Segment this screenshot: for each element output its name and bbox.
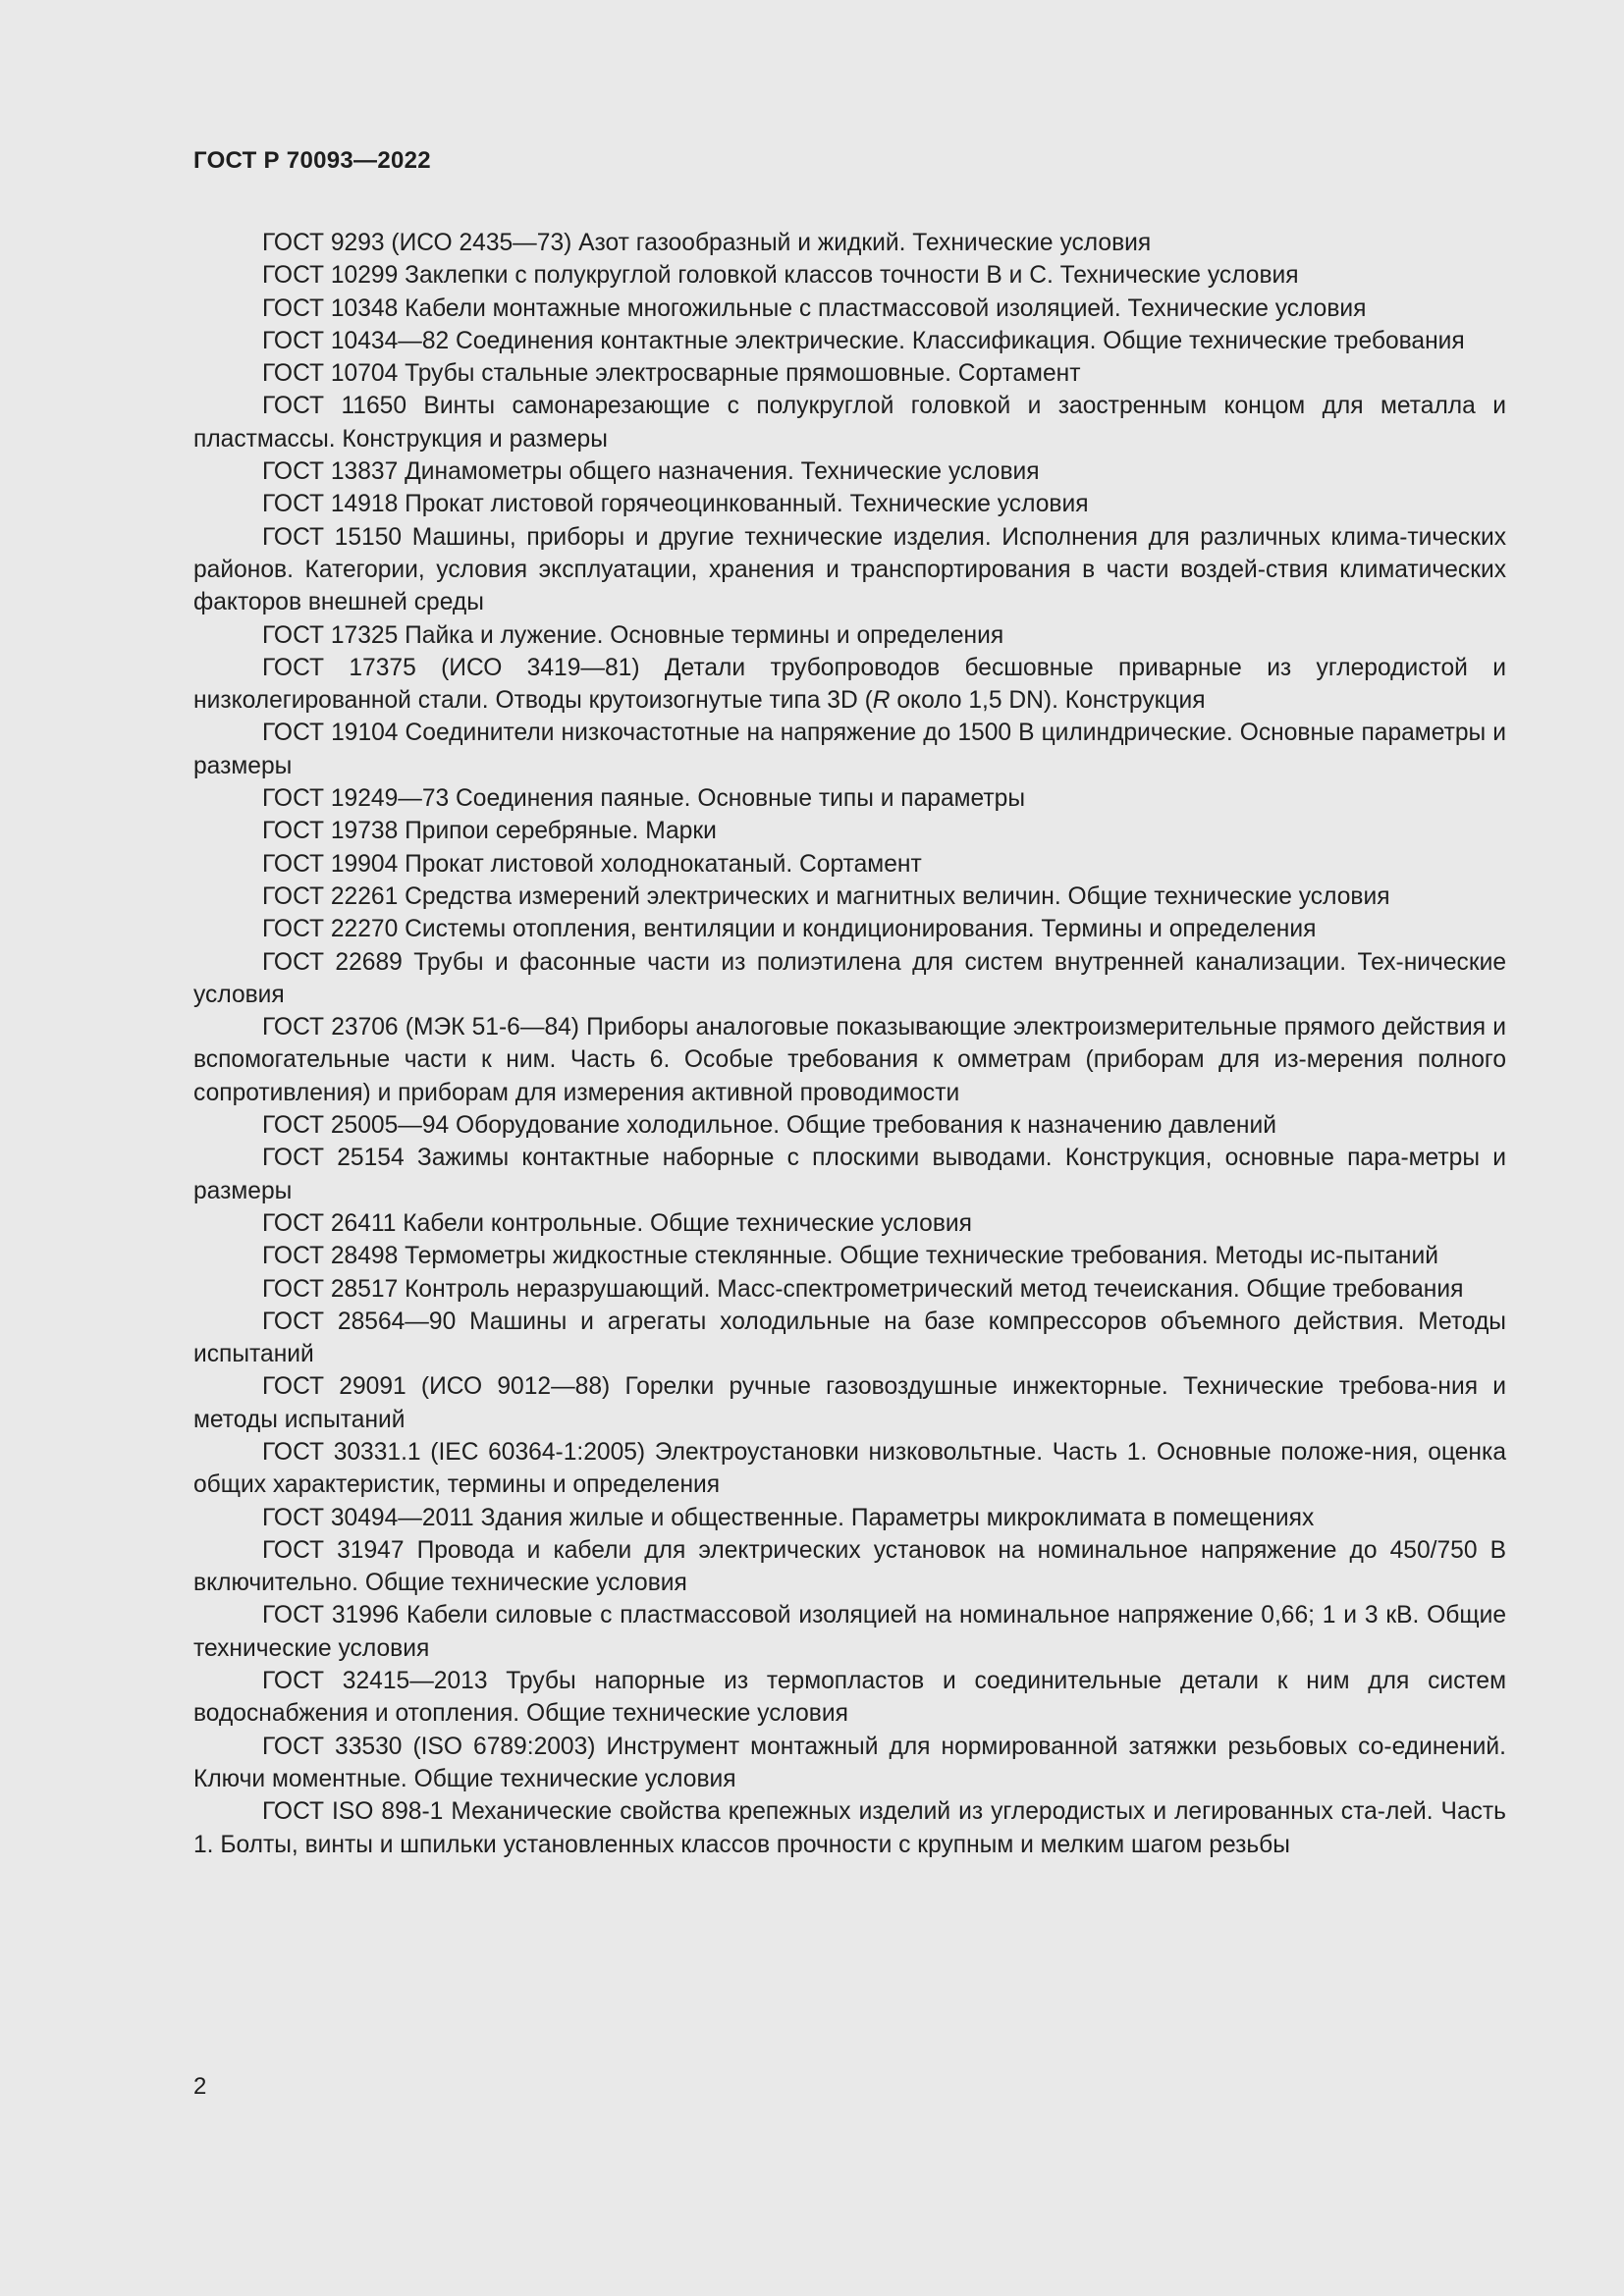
- reference-item: ГОСТ 17325 Пайка и лужение. Основные термины и определения: [262, 621, 1004, 649]
- reference-item: ГОСТ 11650 Винты самонарезающие с полукруглой головкой и заостренным концом для металла и пластмассы. Конструкция и размеры: [193, 393, 1506, 453]
- reference-item: ГОСТ 10434—82 Соединения контактные электрические. Классификация. Общие технические требования: [262, 327, 1465, 354]
- page-number: 2: [193, 2073, 207, 2100]
- reference-item: ГОСТ 10299 Заклепки с полукруглой головкой классов точности В и С. Технические условия: [262, 262, 1299, 290]
- reference-item: ГОСТ 22270 Системы отопления, вентиляции и кондиционирования. Термины и определения: [262, 916, 1317, 943]
- reference-item: ГОСТ 31996 Кабели силовые с пластмассовой изоляцией на номинальное напряжение 0,66; 1 и 3 кВ. Общие технические условия: [193, 1602, 1506, 1662]
- reference-item: ГОСТ 15150 Машины, приборы и другие технические изделия. Исполнения для различных клима-тических районов. Категории, условия эксплуатации, хранения и транспортирования в части воздей-ствия климатических факторов внешней среды: [193, 523, 1506, 616]
- reference-item: ГОСТ 19249—73 Соединения паяные. Основные типы и параметры: [262, 785, 1026, 813]
- normative-references-list: [193, 227, 1506, 1861]
- reference-item: ГОСТ 30494—2011 Здания жилые и общественные. Параметры микроклимата в помещениях: [262, 1504, 1315, 1531]
- reference-item: ГОСТ 32415—2013 Трубы напорные из термопластов и соединительные детали к ним для систем водоснабжения и отопления. Общие технические условия: [193, 1668, 1506, 1728]
- reference-item: ГОСТ 22261 Средства измерений электрических и магнитных величин. Общие технические условия: [262, 882, 1390, 910]
- reference-item: ГОСТ 26411 Кабели контрольные. Общие технические условия: [262, 1209, 972, 1237]
- reference-item: ГОСТ 19738 Припои серебряные. Марки: [262, 818, 717, 845]
- reference-item: ГОСТ 33530 (ISO 6789:2003) Инструмент монтажный для нормированной затяжки резьбовых со-единений. Ключи моментные. Общие технические условия: [193, 1733, 1506, 1792]
- reference-item: ГОСТ 28517 Контроль неразрушающий. Масс-спектрометрический метод течеискания. Общие требования: [262, 1275, 1464, 1303]
- reference-item: ГОСТ 19104 Соединители низкочастотные на напряжение до 1500 В цилиндрические. Основные параметры и размеры: [193, 720, 1506, 779]
- reference-item: ГОСТ 28498 Термометры жидкостные стеклянные. Общие технические требования. Методы ис-пытаний: [262, 1243, 1438, 1270]
- reference-item: ГОСТ 25154 Зажимы контактные наборные с плоскими выводами. Конструкция, основные пара-метры и размеры: [193, 1145, 1506, 1204]
- reference-item: ГОСТ 10704 Трубы стальные электросварные прямошовные. Сортамент: [262, 360, 1081, 388]
- reference-item: ГОСТ 30331.1 (IEC 60364-1:2005) Электроустановки низковольтные. Часть 1. Основные положе-ния, оценка общих характеристик, термины и определения: [193, 1438, 1506, 1499]
- reference-item: ГОСТ 13837 Динамометры общего назначения. Технические условия: [262, 458, 1040, 486]
- reference-item: ГОСТ ISO 898-1 Механические свойства крепежных изделий из углеродистых и легированных ста-лей. Часть 1. Болты, винты и шпильки установленных классов прочности с крупным и мелким шагом резьбы: [193, 1798, 1506, 1858]
- reference-item: ГОСТ 17375 (ИСО 3419—81) Детали трубопроводов бесшовные приварные из углеродистой и низколегированной стали. Отводы крутоизогнутые типа 3D (R около 1,5 DN). Конструкция: [193, 654, 1506, 715]
- reference-item: ГОСТ 25005—94 Оборудование холодильное. Общие требования к назначению давлений: [262, 1112, 1276, 1140]
- reference-item: ГОСТ 19904 Прокат листовой холоднокатаный. Сортамент: [262, 850, 922, 878]
- reference-item: ГОСТ 23706 (МЭК 51-6—84) Приборы аналоговые показывающие электроизмерительные прямого действия и вспомогательные части к ним. Часть 6. Особые требования к омметрам (приборам для из-мерения полного сопротивления) и приборам для измерения активной проводимости: [193, 1014, 1506, 1106]
- reference-item: ГОСТ 9293 (ИСО 2435—73) Азот газообразный и жидкий. Технические условия: [262, 230, 1152, 256]
- reference-item: ГОСТ 22689 Трубы и фасонные части из полиэтилена для систем внутренней канализации. Тех-нические условия: [193, 948, 1506, 1008]
- reference-item: ГОСТ 28564—90 Машины и агрегаты холодильные на базе компрессоров объемного действия. Методы испытаний: [193, 1308, 1506, 1368]
- reference-item: ГОСТ 10348 Кабели монтажные многожильные с пластмассовой изоляцией. Технические условия: [262, 294, 1367, 322]
- reference-item: ГОСТ 14918 Прокат листовой горячеоцинкованный. Технические условия: [262, 491, 1089, 518]
- reference-item: ГОСТ 31947 Провода и кабели для электрических установок на номинальное напряжение до 450/750 В включительно. Общие технические условия: [193, 1536, 1506, 1597]
- document-header: ГОСТ Р 70093—2022: [193, 147, 431, 174]
- reference-item: ГОСТ 29091 (ИСО 9012—88) Горелки ручные газовоздушные инжекторные. Технические требова-ния и методы испытаний: [193, 1373, 1506, 1433]
